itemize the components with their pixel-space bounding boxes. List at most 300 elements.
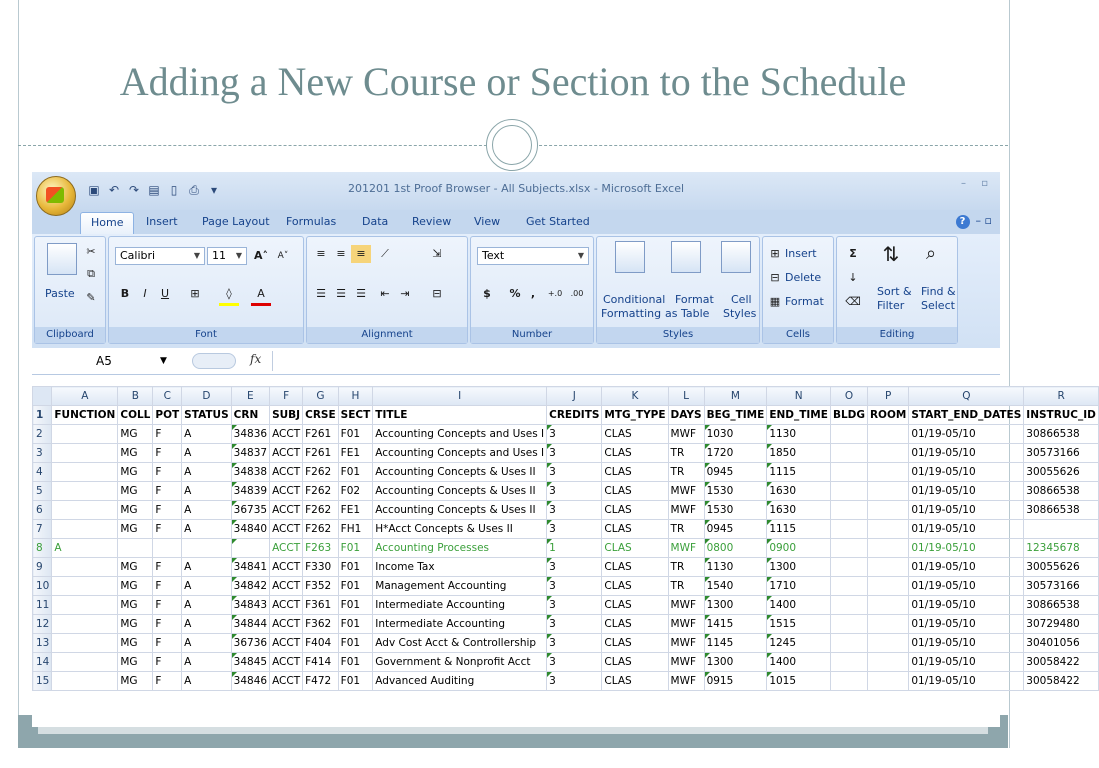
cell-m[interactable]: 0800 — [704, 539, 767, 558]
select-all-corner[interactable] — [33, 387, 52, 406]
tab-data[interactable]: Data — [362, 215, 389, 228]
cell-m[interactable]: BEG_TIME — [704, 406, 767, 425]
tab-view[interactable]: View — [474, 215, 501, 228]
cell-b[interactable]: MG — [118, 577, 153, 596]
cell-i[interactable]: Management Accounting — [373, 577, 547, 596]
formula-input[interactable] — [272, 351, 999, 371]
paste-icon[interactable] — [47, 243, 77, 275]
column-header-l[interactable]: L — [668, 387, 704, 406]
cell-a[interactable] — [52, 482, 118, 501]
cell-q[interactable]: 01/19-05/10 — [909, 501, 1024, 520]
cell-l[interactable]: TR — [668, 520, 704, 539]
cell-h[interactable]: F01 — [338, 539, 373, 558]
cell-q[interactable]: 01/19-05/10 — [909, 482, 1024, 501]
cell-q[interactable]: 01/19-05/10 — [909, 653, 1024, 672]
row-header[interactable]: 1 — [33, 406, 52, 425]
cell-b[interactable]: MG — [118, 482, 153, 501]
cell-g[interactable]: F414 — [303, 653, 339, 672]
cell-r[interactable]: 12345678 — [1024, 539, 1099, 558]
cell-o[interactable] — [830, 482, 867, 501]
cell-f[interactable]: ACCT — [270, 672, 303, 691]
column-header-b[interactable]: B — [118, 387, 153, 406]
merge-center-icon[interactable]: ⊟ — [432, 287, 442, 300]
sort-filter-button[interactable]: Sort & — [877, 285, 912, 298]
cell-o[interactable] — [830, 501, 867, 520]
cell-j[interactable]: CREDITS — [547, 406, 602, 425]
row-header[interactable]: 10 — [33, 577, 52, 596]
cell-r[interactable]: 30058422 — [1024, 653, 1099, 672]
cell-k[interactable]: CLAS — [602, 463, 668, 482]
cell-j[interactable]: 3 — [547, 482, 602, 501]
cell-k[interactable]: CLAS — [602, 653, 668, 672]
conditional-formatting-icon[interactable] — [615, 241, 645, 273]
align-right-icon[interactable]: ☰ — [356, 287, 366, 300]
delete-cells-button[interactable]: Delete — [785, 271, 822, 284]
cell-q[interactable]: 01/19-05/10 — [909, 520, 1024, 539]
cell-q[interactable]: 01/19-05/10 — [909, 463, 1024, 482]
font-size-select[interactable] — [207, 247, 247, 265]
cell-q[interactable]: 01/19-05/10 — [909, 539, 1024, 558]
cell-j[interactable]: 1 — [547, 539, 602, 558]
cell-l[interactable]: DAYS — [668, 406, 704, 425]
cell-f[interactable]: SUBJ — [270, 406, 303, 425]
cell-d[interactable]: A — [182, 653, 231, 672]
format-as-table-button-line2[interactable]: as Table — [665, 307, 710, 320]
row-header[interactable]: 3 — [33, 444, 52, 463]
cell-g[interactable]: F261 — [303, 444, 339, 463]
cell-d[interactable]: A — [182, 672, 231, 691]
cell-i[interactable]: Intermediate Accounting — [373, 596, 547, 615]
column-header-p[interactable]: P — [867, 387, 908, 406]
cell-e[interactable]: 34844 — [231, 615, 269, 634]
cell-d[interactable]: A — [182, 615, 231, 634]
cell-q[interactable]: 01/19-05/10 — [909, 634, 1024, 653]
increase-decimal-icon[interactable]: +.0 — [547, 289, 563, 298]
cell-h[interactable]: F01 — [338, 463, 373, 482]
cell-j[interactable]: 3 — [547, 501, 602, 520]
cell-b[interactable]: MG — [118, 463, 153, 482]
cell-q[interactable]: START_END_DATES — [909, 406, 1024, 425]
cell-c[interactable] — [153, 539, 182, 558]
cell-o[interactable] — [830, 615, 867, 634]
cell-d[interactable]: A — [182, 463, 231, 482]
column-header-o[interactable]: O — [830, 387, 867, 406]
cell-a[interactable] — [52, 425, 118, 444]
cell-g[interactable]: F472 — [303, 672, 339, 691]
comma-button[interactable]: , — [530, 287, 536, 300]
cell-b[interactable]: MG — [118, 520, 153, 539]
cell-k[interactable]: CLAS — [602, 501, 668, 520]
cell-b[interactable]: MG — [118, 501, 153, 520]
cell-m[interactable]: 1530 — [704, 482, 767, 501]
cell-n[interactable]: 1400 — [767, 596, 831, 615]
cell-l[interactable]: TR — [668, 444, 704, 463]
cell-k[interactable]: CLAS — [602, 634, 668, 653]
cell-h[interactable]: FE1 — [338, 501, 373, 520]
cell-j[interactable]: 3 — [547, 596, 602, 615]
cell-c[interactable]: F — [153, 615, 182, 634]
cell-m[interactable]: 1530 — [704, 501, 767, 520]
cell-d[interactable]: A — [182, 577, 231, 596]
column-header-i[interactable]: I — [373, 387, 547, 406]
cell-i[interactable]: Accounting Concepts and Uses I — [373, 425, 547, 444]
cell-g[interactable]: CRSE — [303, 406, 339, 425]
cell-h[interactable]: F02 — [338, 482, 373, 501]
cell-a[interactable] — [52, 634, 118, 653]
cell-j[interactable]: 3 — [547, 634, 602, 653]
cell-j[interactable]: 3 — [547, 444, 602, 463]
increase-indent-icon[interactable]: ⇥ — [400, 287, 410, 300]
cell-j[interactable]: 3 — [547, 425, 602, 444]
cell-h[interactable]: SECT — [338, 406, 373, 425]
cell-r[interactable]: 30058422 — [1024, 672, 1099, 691]
cell-l[interactable]: MWF — [668, 634, 704, 653]
cell-n[interactable]: 1130 — [767, 425, 831, 444]
cell-i[interactable]: Government & Nonprofit Acct — [373, 653, 547, 672]
cell-c[interactable]: F — [153, 634, 182, 653]
column-header-f[interactable]: F — [270, 387, 303, 406]
orientation-icon[interactable]: ⟋ — [381, 247, 389, 260]
cell-f[interactable]: ACCT — [270, 615, 303, 634]
column-header-g[interactable]: G — [303, 387, 339, 406]
window-controls[interactable]: – ▫ — [961, 178, 994, 189]
cell-r[interactable] — [1024, 520, 1099, 539]
formula-cancel-enter[interactable] — [192, 353, 236, 369]
cell-l[interactable]: MWF — [668, 501, 704, 520]
cell-n[interactable]: 1245 — [767, 634, 831, 653]
cell-f[interactable]: ACCT — [270, 653, 303, 672]
fill-icon[interactable]: ↓ — [848, 271, 858, 284]
tab-get-started[interactable]: Get Started — [526, 215, 590, 228]
cell-d[interactable]: A — [182, 444, 231, 463]
cell-h[interactable]: F01 — [338, 634, 373, 653]
cell-r[interactable]: 30866538 — [1024, 482, 1099, 501]
office-button[interactable] — [36, 176, 76, 216]
cell-m[interactable]: 1130 — [704, 558, 767, 577]
conditional-formatting-button[interactable]: Conditional — [603, 293, 666, 306]
cell-d[interactable]: A — [182, 501, 231, 520]
cell-m[interactable]: 1540 — [704, 577, 767, 596]
cell-o[interactable] — [830, 596, 867, 615]
column-header-j[interactable]: J — [547, 387, 602, 406]
tab-insert[interactable]: Insert — [146, 215, 178, 228]
cell-n[interactable]: 0900 — [767, 539, 831, 558]
cell-e[interactable]: 34838 — [231, 463, 269, 482]
cell-f[interactable]: ACCT — [270, 444, 303, 463]
row-header[interactable]: 13 — [33, 634, 52, 653]
save-icon[interactable]: ▣ — [88, 183, 100, 197]
cell-i[interactable]: TITLE — [373, 406, 547, 425]
column-header-h[interactable]: H — [338, 387, 373, 406]
cell-b[interactable]: MG — [118, 425, 153, 444]
cell-b[interactable] — [118, 539, 153, 558]
cell-d[interactable]: STATUS — [182, 406, 231, 425]
cell-a[interactable]: FUNCTION — [52, 406, 118, 425]
print-icon[interactable]: ⎙ — [189, 183, 199, 197]
cell-j[interactable]: 3 — [547, 558, 602, 577]
cell-c[interactable]: F — [153, 482, 182, 501]
cell-e[interactable]: 34842 — [231, 577, 269, 596]
row-header[interactable]: 6 — [33, 501, 52, 520]
cell-g[interactable]: F352 — [303, 577, 339, 596]
column-header-n[interactable]: N — [767, 387, 831, 406]
redo-icon[interactable]: ↷ — [128, 183, 140, 197]
cell-h[interactable]: F01 — [338, 615, 373, 634]
paste-button[interactable]: Paste — [45, 287, 75, 300]
cell-p[interactable] — [867, 520, 908, 539]
cell-d[interactable]: A — [182, 634, 231, 653]
align-left-icon[interactable]: ☰ — [316, 287, 326, 300]
percent-button[interactable]: % — [509, 287, 521, 300]
cell-m[interactable]: 0945 — [704, 520, 767, 539]
cell-a[interactable] — [52, 558, 118, 577]
cell-g[interactable]: F261 — [303, 425, 339, 444]
cell-l[interactable]: MWF — [668, 615, 704, 634]
cell-i[interactable]: Advanced Auditing — [373, 672, 547, 691]
customize-qat-icon[interactable]: ▾ — [210, 183, 218, 197]
cell-styles-button[interactable]: Cell — [731, 293, 752, 306]
format-as-table-icon[interactable] — [671, 241, 701, 273]
cell-g[interactable]: F262 — [303, 482, 339, 501]
cell-f[interactable]: ACCT — [270, 558, 303, 577]
align-bottom-icon[interactable]: ≡ — [351, 245, 371, 263]
cell-p[interactable] — [867, 558, 908, 577]
row-header[interactable]: 2 — [33, 425, 52, 444]
cell-l[interactable]: TR — [668, 558, 704, 577]
cell-n[interactable]: END_TIME — [767, 406, 831, 425]
cell-p[interactable] — [867, 672, 908, 691]
cell-m[interactable]: 0945 — [704, 463, 767, 482]
cell-f[interactable]: ACCT — [270, 425, 303, 444]
cell-a[interactable] — [52, 596, 118, 615]
number-format-select[interactable] — [477, 247, 589, 265]
cell-e[interactable]: 34845 — [231, 653, 269, 672]
cell-b[interactable]: MG — [118, 615, 153, 634]
cell-b[interactable]: MG — [118, 672, 153, 691]
cell-a[interactable] — [52, 444, 118, 463]
cell-c[interactable]: F — [153, 463, 182, 482]
cell-p[interactable] — [867, 425, 908, 444]
cell-e[interactable]: 34840 — [231, 520, 269, 539]
cell-j[interactable]: 3 — [547, 463, 602, 482]
row-header[interactable]: 7 — [33, 520, 52, 539]
shrink-font-icon[interactable]: A˅ — [277, 251, 289, 261]
cell-b[interactable]: MG — [118, 653, 153, 672]
cell-i[interactable]: Accounting Concepts and Uses I — [373, 444, 547, 463]
cell-a[interactable] — [52, 577, 118, 596]
cell-h[interactable]: FH1 — [338, 520, 373, 539]
row-header[interactable]: 8 — [33, 539, 52, 558]
cell-h[interactable]: F01 — [338, 558, 373, 577]
cell-k[interactable]: CLAS — [602, 520, 668, 539]
cell-g[interactable]: F330 — [303, 558, 339, 577]
column-header-q[interactable]: Q — [909, 387, 1024, 406]
cell-p[interactable] — [867, 577, 908, 596]
cell-n[interactable]: 1115 — [767, 520, 831, 539]
cell-d[interactable]: A — [182, 520, 231, 539]
cell-r[interactable]: 30866538 — [1024, 501, 1099, 520]
cell-f[interactable]: ACCT — [270, 577, 303, 596]
tab-formulas[interactable]: Formulas — [286, 215, 337, 228]
cell-n[interactable]: 1300 — [767, 558, 831, 577]
cell-b[interactable]: MG — [118, 596, 153, 615]
cell-f[interactable]: ACCT — [270, 482, 303, 501]
cell-o[interactable] — [830, 577, 867, 596]
cell-k[interactable]: CLAS — [602, 482, 668, 501]
borders-icon[interactable]: ⊞ — [190, 287, 200, 300]
cell-n[interactable]: 1115 — [767, 463, 831, 482]
row-header[interactable]: 15 — [33, 672, 52, 691]
cell-q[interactable]: 01/19-05/10 — [909, 596, 1024, 615]
grow-font-icon[interactable]: A˄ — [253, 249, 268, 262]
cell-r[interactable]: 30055626 — [1024, 463, 1099, 482]
cell-h[interactable]: F01 — [338, 425, 373, 444]
cell-m[interactable]: 0915 — [704, 672, 767, 691]
cell-k[interactable]: CLAS — [602, 539, 668, 558]
cell-r[interactable]: 30573166 — [1024, 444, 1099, 463]
cell-i[interactable]: Accounting Concepts & Uses II — [373, 463, 547, 482]
row-header[interactable]: 9 — [33, 558, 52, 577]
cell-m[interactable]: 1300 — [704, 596, 767, 615]
cell-f[interactable]: ACCT — [270, 501, 303, 520]
cell-n[interactable]: 1850 — [767, 444, 831, 463]
cell-i[interactable]: Accounting Concepts & Uses II — [373, 501, 547, 520]
cell-d[interactable]: A — [182, 596, 231, 615]
cell-a[interactable] — [52, 653, 118, 672]
cell-b[interactable]: MG — [118, 558, 153, 577]
cell-c[interactable]: F — [153, 501, 182, 520]
cell-a[interactable] — [52, 501, 118, 520]
cell-b[interactable]: MG — [118, 444, 153, 463]
cell-i[interactable]: Accounting Concepts & Uses II — [373, 482, 547, 501]
cell-d[interactable] — [182, 539, 231, 558]
cell-c[interactable]: F — [153, 558, 182, 577]
cell-q[interactable]: 01/19-05/10 — [909, 425, 1024, 444]
cell-o[interactable] — [830, 634, 867, 653]
cell-f[interactable]: ACCT — [270, 596, 303, 615]
new-document-icon[interactable]: ▯ — [170, 183, 178, 197]
cell-n[interactable]: 1630 — [767, 482, 831, 501]
cell-j[interactable]: 3 — [547, 653, 602, 672]
cell-d[interactable]: A — [182, 425, 231, 444]
cell-a[interactable]: A — [52, 539, 118, 558]
format-as-table-button[interactable]: Format — [675, 293, 714, 306]
insert-cells-button[interactable]: Insert — [785, 247, 817, 260]
cell-q[interactable]: 01/19-05/10 — [909, 558, 1024, 577]
cell-m[interactable]: 1300 — [704, 653, 767, 672]
cell-e[interactable]: CRN — [231, 406, 269, 425]
cell-k[interactable]: CLAS — [602, 425, 668, 444]
italic-icon[interactable]: I — [143, 287, 147, 300]
cell-o[interactable] — [830, 425, 867, 444]
cell-d[interactable]: A — [182, 558, 231, 577]
cell-m[interactable]: 1415 — [704, 615, 767, 634]
font-color-icon[interactable]: A — [251, 285, 271, 306]
cell-l[interactable]: MWF — [668, 596, 704, 615]
column-header-c[interactable]: C — [153, 387, 182, 406]
row-header[interactable]: 14 — [33, 653, 52, 672]
cell-c[interactable]: F — [153, 653, 182, 672]
tab-page-layout[interactable]: Page Layout — [202, 215, 270, 228]
cell-j[interactable]: 3 — [547, 577, 602, 596]
align-center-icon[interactable]: ☰ — [336, 287, 346, 300]
name-box[interactable] — [34, 351, 204, 371]
cell-c[interactable]: F — [153, 596, 182, 615]
cell-g[interactable]: F361 — [303, 596, 339, 615]
row-header[interactable]: 4 — [33, 463, 52, 482]
cell-r[interactable]: 30866538 — [1024, 425, 1099, 444]
print-preview-icon[interactable]: ▤ — [148, 183, 160, 197]
cell-k[interactable]: CLAS — [602, 558, 668, 577]
find-select-button-line2[interactable]: Select — [921, 299, 955, 312]
cell-j[interactable]: 3 — [547, 672, 602, 691]
cell-h[interactable]: F01 — [338, 577, 373, 596]
cell-i[interactable]: Income Tax — [373, 558, 547, 577]
column-header-r[interactable]: R — [1024, 387, 1099, 406]
cell-p[interactable] — [867, 653, 908, 672]
column-header-k[interactable]: K — [602, 387, 668, 406]
cell-n[interactable]: 1515 — [767, 615, 831, 634]
cell-e[interactable]: 34846 — [231, 672, 269, 691]
sort-filter-button-line2[interactable]: Filter — [877, 299, 905, 312]
autosum-icon[interactable]: Σ — [849, 247, 857, 260]
cell-r[interactable]: 30401056 — [1024, 634, 1099, 653]
cell-l[interactable]: MWF — [668, 425, 704, 444]
cell-k[interactable]: CLAS — [602, 672, 668, 691]
cell-l[interactable]: MWF — [668, 653, 704, 672]
cell-e[interactable] — [231, 539, 269, 558]
cell-c[interactable]: POT — [153, 406, 182, 425]
cell-p[interactable] — [867, 615, 908, 634]
cell-i[interactable]: Intermediate Accounting — [373, 615, 547, 634]
sort-filter-icon[interactable]: ⇅ — [882, 242, 900, 266]
row-header[interactable]: 11 — [33, 596, 52, 615]
cell-m[interactable]: 1145 — [704, 634, 767, 653]
align-middle-icon[interactable]: ≡ — [336, 247, 346, 260]
cell-e[interactable]: 34837 — [231, 444, 269, 463]
cell-p[interactable] — [867, 482, 908, 501]
cell-p[interactable] — [867, 463, 908, 482]
cell-b[interactable]: COLL — [118, 406, 153, 425]
cell-n[interactable]: 1630 — [767, 501, 831, 520]
cell-c[interactable]: F — [153, 577, 182, 596]
column-header-e[interactable]: E — [231, 387, 269, 406]
cell-f[interactable]: ACCT — [270, 539, 303, 558]
cell-m[interactable]: 1030 — [704, 425, 767, 444]
cell-g[interactable]: F362 — [303, 615, 339, 634]
cell-g[interactable]: F262 — [303, 520, 339, 539]
cell-styles-icon[interactable] — [721, 241, 751, 273]
cell-g[interactable]: F262 — [303, 463, 339, 482]
font-name-select[interactable] — [115, 247, 205, 265]
cell-l[interactable]: MWF — [668, 672, 704, 691]
cell-p[interactable] — [867, 539, 908, 558]
cut-icon[interactable]: ✂ — [86, 245, 96, 258]
cell-q[interactable]: 01/19-05/10 — [909, 577, 1024, 596]
align-top-icon[interactable]: ≡ — [316, 247, 326, 260]
cell-o[interactable] — [830, 558, 867, 577]
cell-n[interactable]: 1015 — [767, 672, 831, 691]
cell-p[interactable] — [867, 596, 908, 615]
cell-p[interactable] — [867, 444, 908, 463]
insert-function-button[interactable]: fx — [250, 352, 262, 366]
cell-p[interactable] — [867, 501, 908, 520]
row-header[interactable]: 5 — [33, 482, 52, 501]
cell-c[interactable]: F — [153, 425, 182, 444]
cell-l[interactable]: MWF — [668, 482, 704, 501]
undo-icon[interactable]: ↶ — [108, 183, 120, 197]
copy-icon[interactable]: ⧉ — [87, 267, 95, 280]
